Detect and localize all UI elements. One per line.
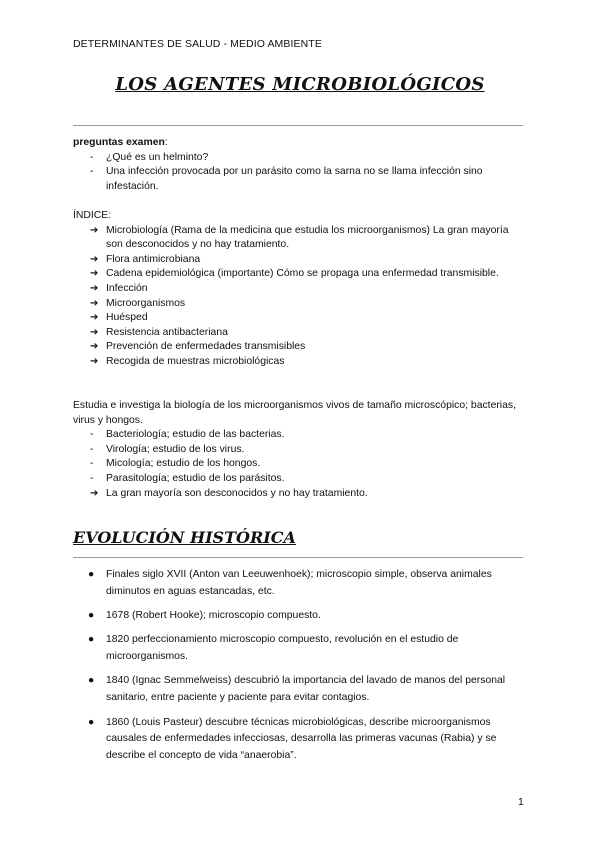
exam-label: preguntas examen: [73, 137, 165, 148]
study-arrow-list: [73, 487, 523, 502]
dash-marker: -: [90, 443, 94, 455]
list-item: [73, 165, 523, 194]
list-item-text: Parasitología; estudio de los parásitos.: [106, 472, 285, 484]
study-section: [73, 399, 523, 501]
list-item-text: Microorganismos: [106, 297, 186, 309]
arrow-icon: ➔: [90, 326, 99, 338]
list-item-text: Micología; estudio de los hongos.: [106, 458, 261, 470]
title-divider: [73, 125, 523, 126]
list-item-text: Bacteriología; estudio de las bacterias.: [106, 429, 285, 441]
arrow-icon: ➔: [90, 355, 99, 367]
exam-list: [73, 151, 523, 195]
list-item: [73, 567, 523, 601]
bullet-icon: ●: [88, 634, 95, 646]
exam-section: [73, 136, 523, 194]
index-section: [73, 209, 523, 370]
list-item-text: La gran mayoría son desconocidos y no hay tratamiento.: [106, 487, 368, 499]
list-item-text: ¿Qué es un helminto?: [106, 151, 209, 163]
list-item: [73, 253, 523, 268]
index-list: [73, 224, 523, 370]
page-title: LOS AGENTES MICROBIOLÓGICOS: [115, 74, 485, 95]
page-header: DETERMINANTES DE SALUD - MEDIO AMBIENTE: [73, 38, 322, 50]
list-item-text: Finales siglo XVII (Anton van Leeuwenhoek); microscopio simple, observa animales diminutos en aguas estancadas, etc.: [106, 569, 492, 597]
dash-marker: -: [90, 458, 94, 470]
list-item: [73, 608, 523, 625]
bullet-icon: ●: [88, 569, 95, 580]
list-item-text: Virología; estudio de los virus.: [106, 443, 245, 455]
list-item: [73, 282, 523, 297]
list-item: [73, 472, 523, 487]
list-item-text: Resistencia antibacteriana: [106, 326, 228, 338]
arrow-icon: ➔: [90, 487, 99, 499]
dash-marker: -: [90, 151, 94, 163]
bullet-icon: ●: [88, 675, 95, 687]
list-item: [73, 224, 523, 253]
list-item: [73, 151, 523, 166]
list-item: [73, 267, 523, 282]
list-item: [73, 340, 523, 355]
arrow-icon: ➔: [90, 224, 99, 236]
bullet-icon: ●: [88, 716, 95, 728]
list-item-text: 1678 (Robert Hooke); microscopio compuesto.: [106, 610, 321, 622]
list-item: [73, 311, 523, 326]
bullet-icon: ●: [88, 610, 95, 622]
arrow-icon: ➔: [90, 341, 99, 353]
exam-heading: [73, 136, 523, 151]
study-list: [73, 428, 523, 486]
arrow-icon: ➔: [90, 253, 99, 265]
list-item: [73, 487, 523, 502]
section-divider: [73, 557, 523, 558]
study-intro: Estudia e investiga la biología de los microorganismos vivos de tamaño microscópico; bacterias, virus y hongos.: [73, 400, 516, 426]
list-item: [73, 673, 523, 707]
list-item-text: Recogida de muestras microbiológicas: [106, 355, 285, 367]
index-label: ÍNDICE:: [73, 210, 112, 221]
list-item-text: Cadena epidemiológica (importante) Cómo se propaga una enfermedad transmisible.: [106, 268, 499, 280]
list-item-text: Microbiología (Rama de la medicina que estudia los microorganismos) La gran mayoría son desconocidos y no hay tratamiento.: [106, 224, 509, 251]
arrow-icon: ➔: [90, 312, 99, 324]
list-item-text: Infección: [106, 282, 148, 294]
list-item: [73, 355, 523, 370]
dash-marker: -: [90, 166, 94, 178]
list-item: [73, 297, 523, 312]
section-title-evolution: EVOLUCIÓN HISTÓRICA: [73, 528, 296, 547]
evolution-section: [73, 567, 523, 772]
list-item: [73, 632, 523, 666]
list-item-text: 1840 (Ignac Semmelweiss) descubrió la importancia del lavado de manos del personal sanitario, entre paciente y paciente para evitar contagios.: [106, 675, 506, 704]
list-item-text: 1820 perfeccionamiento microscopio compuesto, revolución en el estudio de microorganismos.: [106, 634, 459, 663]
list-item: [73, 715, 523, 765]
arrow-icon: ➔: [90, 282, 99, 294]
page-number: 1: [518, 796, 524, 808]
list-item: [73, 457, 523, 472]
dash-marker: -: [90, 472, 94, 484]
list-item-text: 1860 (Louis Pasteur) descubre técnicas microbiológicas, describe microorganismos causales de enfermedades infecciosas, desarrolla las primeras vacunas (Rabia) y se describe el concepto de vida “anaerobia”.: [106, 716, 497, 762]
evolution-list: [73, 567, 523, 765]
list-item-text: Prevención de enfermedades transmisibles: [106, 341, 306, 353]
list-item-text: Flora antimicrobiana: [106, 253, 201, 265]
list-item-text: Una infección provocada por un parásito como la sarna no se llama infección sino infestación.: [106, 166, 483, 192]
arrow-icon: ➔: [90, 297, 99, 309]
list-item: [73, 443, 523, 458]
arrow-icon: ➔: [90, 268, 99, 280]
list-item: [73, 326, 523, 341]
list-item: [73, 428, 523, 443]
list-item-text: Huésped: [106, 312, 148, 324]
exam-colon: :: [164, 137, 168, 148]
dash-marker: -: [90, 429, 94, 441]
